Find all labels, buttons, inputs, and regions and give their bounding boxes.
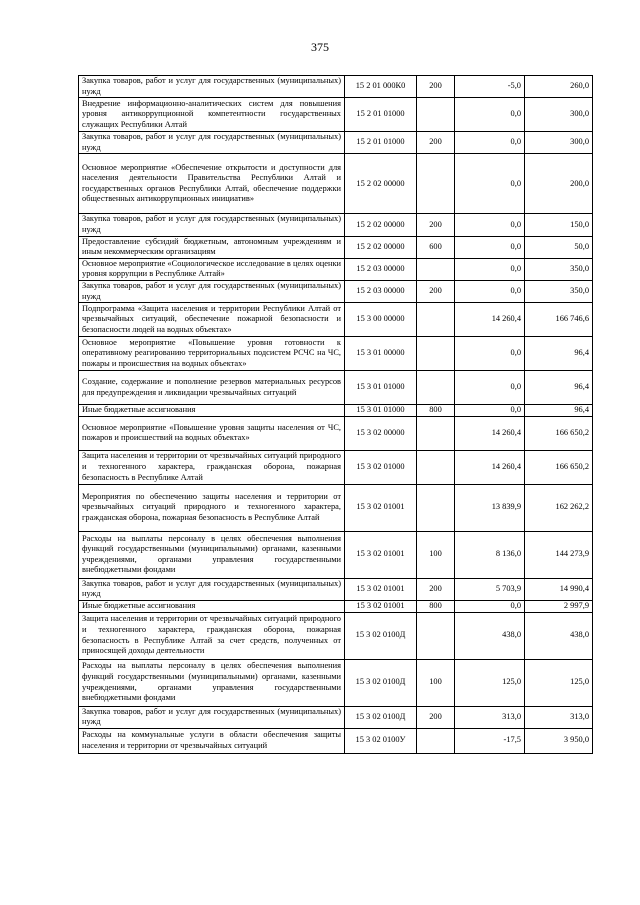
row-amount-total: 166 746,6 bbox=[525, 303, 593, 337]
row-target-code: 15 2 03 00000 bbox=[345, 280, 417, 302]
row-amount-change: 0,0 bbox=[455, 371, 525, 405]
row-amount-change: 0,0 bbox=[455, 337, 525, 371]
row-amount-change: 0,0 bbox=[455, 98, 525, 132]
row-amount-total: 14 990,4 bbox=[525, 578, 593, 600]
row-expense-type: 600 bbox=[417, 236, 455, 258]
row-amount-change: 14 260,4 bbox=[455, 416, 525, 450]
row-amount-change: 0,0 bbox=[455, 280, 525, 302]
row-amount-change: 0,0 bbox=[455, 258, 525, 280]
row-name: Расходы на коммунальные услуги в области обеспечения защиты населения и территории от чрезвычайных ситуаций bbox=[79, 728, 345, 753]
row-amount-total: 150,0 bbox=[525, 214, 593, 236]
row-amount-change: 5 703,9 bbox=[455, 578, 525, 600]
row-amount-total: 162 262,2 bbox=[525, 484, 593, 531]
row-target-code: 15 3 02 01001 bbox=[345, 600, 417, 612]
row-expense-type bbox=[417, 337, 455, 371]
row-target-code: 15 2 02 00000 bbox=[345, 154, 417, 214]
row-amount-change: 125,0 bbox=[455, 659, 525, 706]
row-target-code: 15 3 02 01001 bbox=[345, 484, 417, 531]
row-expense-type bbox=[417, 258, 455, 280]
row-target-code: 15 3 02 01001 bbox=[345, 578, 417, 600]
row-name: Предоставление субсидий бюджетным, автономным учреждениям и иным некоммерческим организациям bbox=[79, 236, 345, 258]
row-amount-total: 50,0 bbox=[525, 236, 593, 258]
row-expense-type: 200 bbox=[417, 214, 455, 236]
row-name: Основное мероприятие «Повышение уровня защиты населения от ЧС, пожаров и происшествий на водных объектах» bbox=[79, 416, 345, 450]
row-target-code: 15 3 02 00000 bbox=[345, 416, 417, 450]
row-name: Расходы на выплаты персоналу в целях обеспечения выполнения функций государственными (муниципальными) органами, казенными учреждениями, органами управления государственными внебюджетными фондами bbox=[79, 659, 345, 706]
row-amount-change: -5,0 bbox=[455, 76, 525, 98]
row-target-code: 15 3 02 0100Д bbox=[345, 706, 417, 728]
row-expense-type bbox=[417, 450, 455, 484]
table-row bbox=[79, 76, 593, 98]
row-amount-change: 13 839,9 bbox=[455, 484, 525, 531]
table-row bbox=[79, 416, 593, 450]
row-expense-type bbox=[417, 303, 455, 337]
row-name: Внедрение информационно-аналитических систем для повышения уровня антикоррупционной компетентности государственных служащих Республики Алтай bbox=[79, 98, 345, 132]
table-row bbox=[79, 728, 593, 753]
row-name: Иные бюджетные ассигнования bbox=[79, 405, 345, 417]
row-amount-total: 96,4 bbox=[525, 337, 593, 371]
table-row bbox=[79, 531, 593, 578]
row-amount-change: -17,5 bbox=[455, 728, 525, 753]
table-row bbox=[79, 132, 593, 154]
row-expense-type: 200 bbox=[417, 578, 455, 600]
row-expense-type: 200 bbox=[417, 132, 455, 154]
row-expense-type bbox=[417, 416, 455, 450]
table-row bbox=[79, 484, 593, 531]
row-amount-change: 0,0 bbox=[455, 600, 525, 612]
row-amount-change: 14 260,4 bbox=[455, 303, 525, 337]
row-amount-change: 0,0 bbox=[455, 214, 525, 236]
budget-table bbox=[78, 75, 593, 754]
row-target-code: 15 3 01 00000 bbox=[345, 337, 417, 371]
row-amount-change: 0,0 bbox=[455, 236, 525, 258]
row-expense-type: 200 bbox=[417, 706, 455, 728]
row-name: Защита населения и территории от чрезвычайных ситуаций природного и техногенного характера, гражданская оборона, пожарная безопасность в Республике Алтай bbox=[79, 450, 345, 484]
row-name: Мероприятия по обеспечению защиты населения и территории от чрезвычайных ситуаций природного и техногенного характера, гражданская оборона, пожарная безопасность в Республике Алтай bbox=[79, 484, 345, 531]
row-target-code: 15 2 03 00000 bbox=[345, 258, 417, 280]
table-row bbox=[79, 706, 593, 728]
row-amount-total: 96,4 bbox=[525, 371, 593, 405]
row-expense-type bbox=[417, 484, 455, 531]
row-target-code: 15 2 02 00000 bbox=[345, 236, 417, 258]
table-row bbox=[79, 600, 593, 612]
row-target-code: 15 2 02 00000 bbox=[345, 214, 417, 236]
row-amount-total: 350,0 bbox=[525, 258, 593, 280]
row-expense-type bbox=[417, 154, 455, 214]
row-name: Закупка товаров, работ и услуг для государственных (муниципальных) нужд bbox=[79, 132, 345, 154]
row-target-code: 15 3 01 01000 bbox=[345, 371, 417, 405]
row-amount-total: 125,0 bbox=[525, 659, 593, 706]
row-target-code: 15 3 01 01000 bbox=[345, 405, 417, 417]
row-amount-total: 260,0 bbox=[525, 76, 593, 98]
row-name: Закупка товаров, работ и услуг для государственных (муниципальных) нужд bbox=[79, 76, 345, 98]
row-name: Создание, содержание и пополнение резервов материальных ресурсов для предупреждения и ликвидации чрезвычайных ситуаций bbox=[79, 371, 345, 405]
row-name: Закупка товаров, работ и услуг для государственных (муниципальных) нужд bbox=[79, 706, 345, 728]
row-name: Иные бюджетные ассигнования bbox=[79, 600, 345, 612]
row-name: Основное мероприятие «Социологическое исследование в целях оценки уровня коррупции в Республике Алтай» bbox=[79, 258, 345, 280]
row-amount-total: 350,0 bbox=[525, 280, 593, 302]
table-row bbox=[79, 405, 593, 417]
row-name: Подпрограмма «Защита населения и территории Республики Алтай от чрезвычайных ситуаций, обеспечение пожарной безопасности и безопасности людей на водных объектах» bbox=[79, 303, 345, 337]
row-expense-type: 800 bbox=[417, 600, 455, 612]
table-row bbox=[79, 258, 593, 280]
row-amount-change: 313,0 bbox=[455, 706, 525, 728]
row-target-code: 15 2 01 01000 bbox=[345, 132, 417, 154]
row-amount-total: 313,0 bbox=[525, 706, 593, 728]
row-name: Основное мероприятие «Повышение уровня готовности к оперативному реагированию территориальных подсистем РСЧС на ЧС, пожары и происшествия на водных объектах» bbox=[79, 337, 345, 371]
row-amount-total: 166 650,2 bbox=[525, 450, 593, 484]
row-amount-change: 438,0 bbox=[455, 612, 525, 659]
table-row bbox=[79, 612, 593, 659]
row-amount-total: 2 997,9 bbox=[525, 600, 593, 612]
row-name: Защита населения и территории от чрезвычайных ситуаций природного и техногенного характера, гражданская оборона, пожарная безопасность в Республике Алтай за счет средств, полученных от приносящей доходы деятельности bbox=[79, 612, 345, 659]
row-expense-type: 100 bbox=[417, 659, 455, 706]
row-expense-type bbox=[417, 612, 455, 659]
row-amount-change: 0,0 bbox=[455, 405, 525, 417]
row-amount-total: 300,0 bbox=[525, 98, 593, 132]
table-row bbox=[79, 236, 593, 258]
row-expense-type: 100 bbox=[417, 531, 455, 578]
row-expense-type bbox=[417, 98, 455, 132]
row-expense-type: 200 bbox=[417, 280, 455, 302]
row-target-code: 15 3 02 0100Д bbox=[345, 659, 417, 706]
row-expense-type bbox=[417, 728, 455, 753]
row-name: Закупка товаров, работ и услуг для государственных (муниципальных) нужд bbox=[79, 214, 345, 236]
row-amount-total: 438,0 bbox=[525, 612, 593, 659]
row-amount-change: 14 260,4 bbox=[455, 450, 525, 484]
row-target-code: 15 3 02 01001 bbox=[345, 531, 417, 578]
table-row bbox=[79, 154, 593, 214]
row-expense-type: 800 bbox=[417, 405, 455, 417]
row-name: Закупка товаров, работ и услуг для государственных (муниципальных) нужд bbox=[79, 280, 345, 302]
row-amount-total: 3 950,0 bbox=[525, 728, 593, 753]
page-number: 375 bbox=[311, 40, 329, 54]
table-row bbox=[79, 337, 593, 371]
row-name: Основное мероприятие «Обеспечение открытости и доступности для населения деятельности Правительства Республики Алтай и государственных органов Республики Алтай, обеспечение поддержки общественных антикоррупционных инициатив» bbox=[79, 154, 345, 214]
row-target-code: 15 3 00 00000 bbox=[345, 303, 417, 337]
table-row bbox=[79, 578, 593, 600]
row-expense-type bbox=[417, 371, 455, 405]
table-row bbox=[79, 450, 593, 484]
row-expense-type: 200 bbox=[417, 76, 455, 98]
row-amount-change: 8 136,0 bbox=[455, 531, 525, 578]
table-row bbox=[79, 659, 593, 706]
row-amount-total: 200,0 bbox=[525, 154, 593, 214]
row-amount-total: 144 273,9 bbox=[525, 531, 593, 578]
row-amount-total: 166 650,2 bbox=[525, 416, 593, 450]
row-target-code: 15 3 02 01000 bbox=[345, 450, 417, 484]
row-name: Расходы на выплаты персоналу в целях обеспечения выполнения функций государственными (муниципальными) органами, казенными учреждениями, органами управления государственными внебюджетными фондами bbox=[79, 531, 345, 578]
row-target-code: 15 3 02 0100У bbox=[345, 728, 417, 753]
table-row bbox=[79, 98, 593, 132]
row-amount-change: 0,0 bbox=[455, 132, 525, 154]
row-target-code: 15 2 01 01000 bbox=[345, 98, 417, 132]
row-name: Закупка товаров, работ и услуг для государственных (муниципальных) нужд bbox=[79, 578, 345, 600]
row-target-code: 15 2 01 000К0 bbox=[345, 76, 417, 98]
row-amount-total: 96,4 bbox=[525, 405, 593, 417]
row-target-code: 15 3 02 0100Д bbox=[345, 612, 417, 659]
table-row bbox=[79, 214, 593, 236]
row-amount-change: 0,0 bbox=[455, 154, 525, 214]
row-amount-total: 300,0 bbox=[525, 132, 593, 154]
table-row bbox=[79, 280, 593, 302]
table-row bbox=[79, 303, 593, 337]
table-row bbox=[79, 371, 593, 405]
